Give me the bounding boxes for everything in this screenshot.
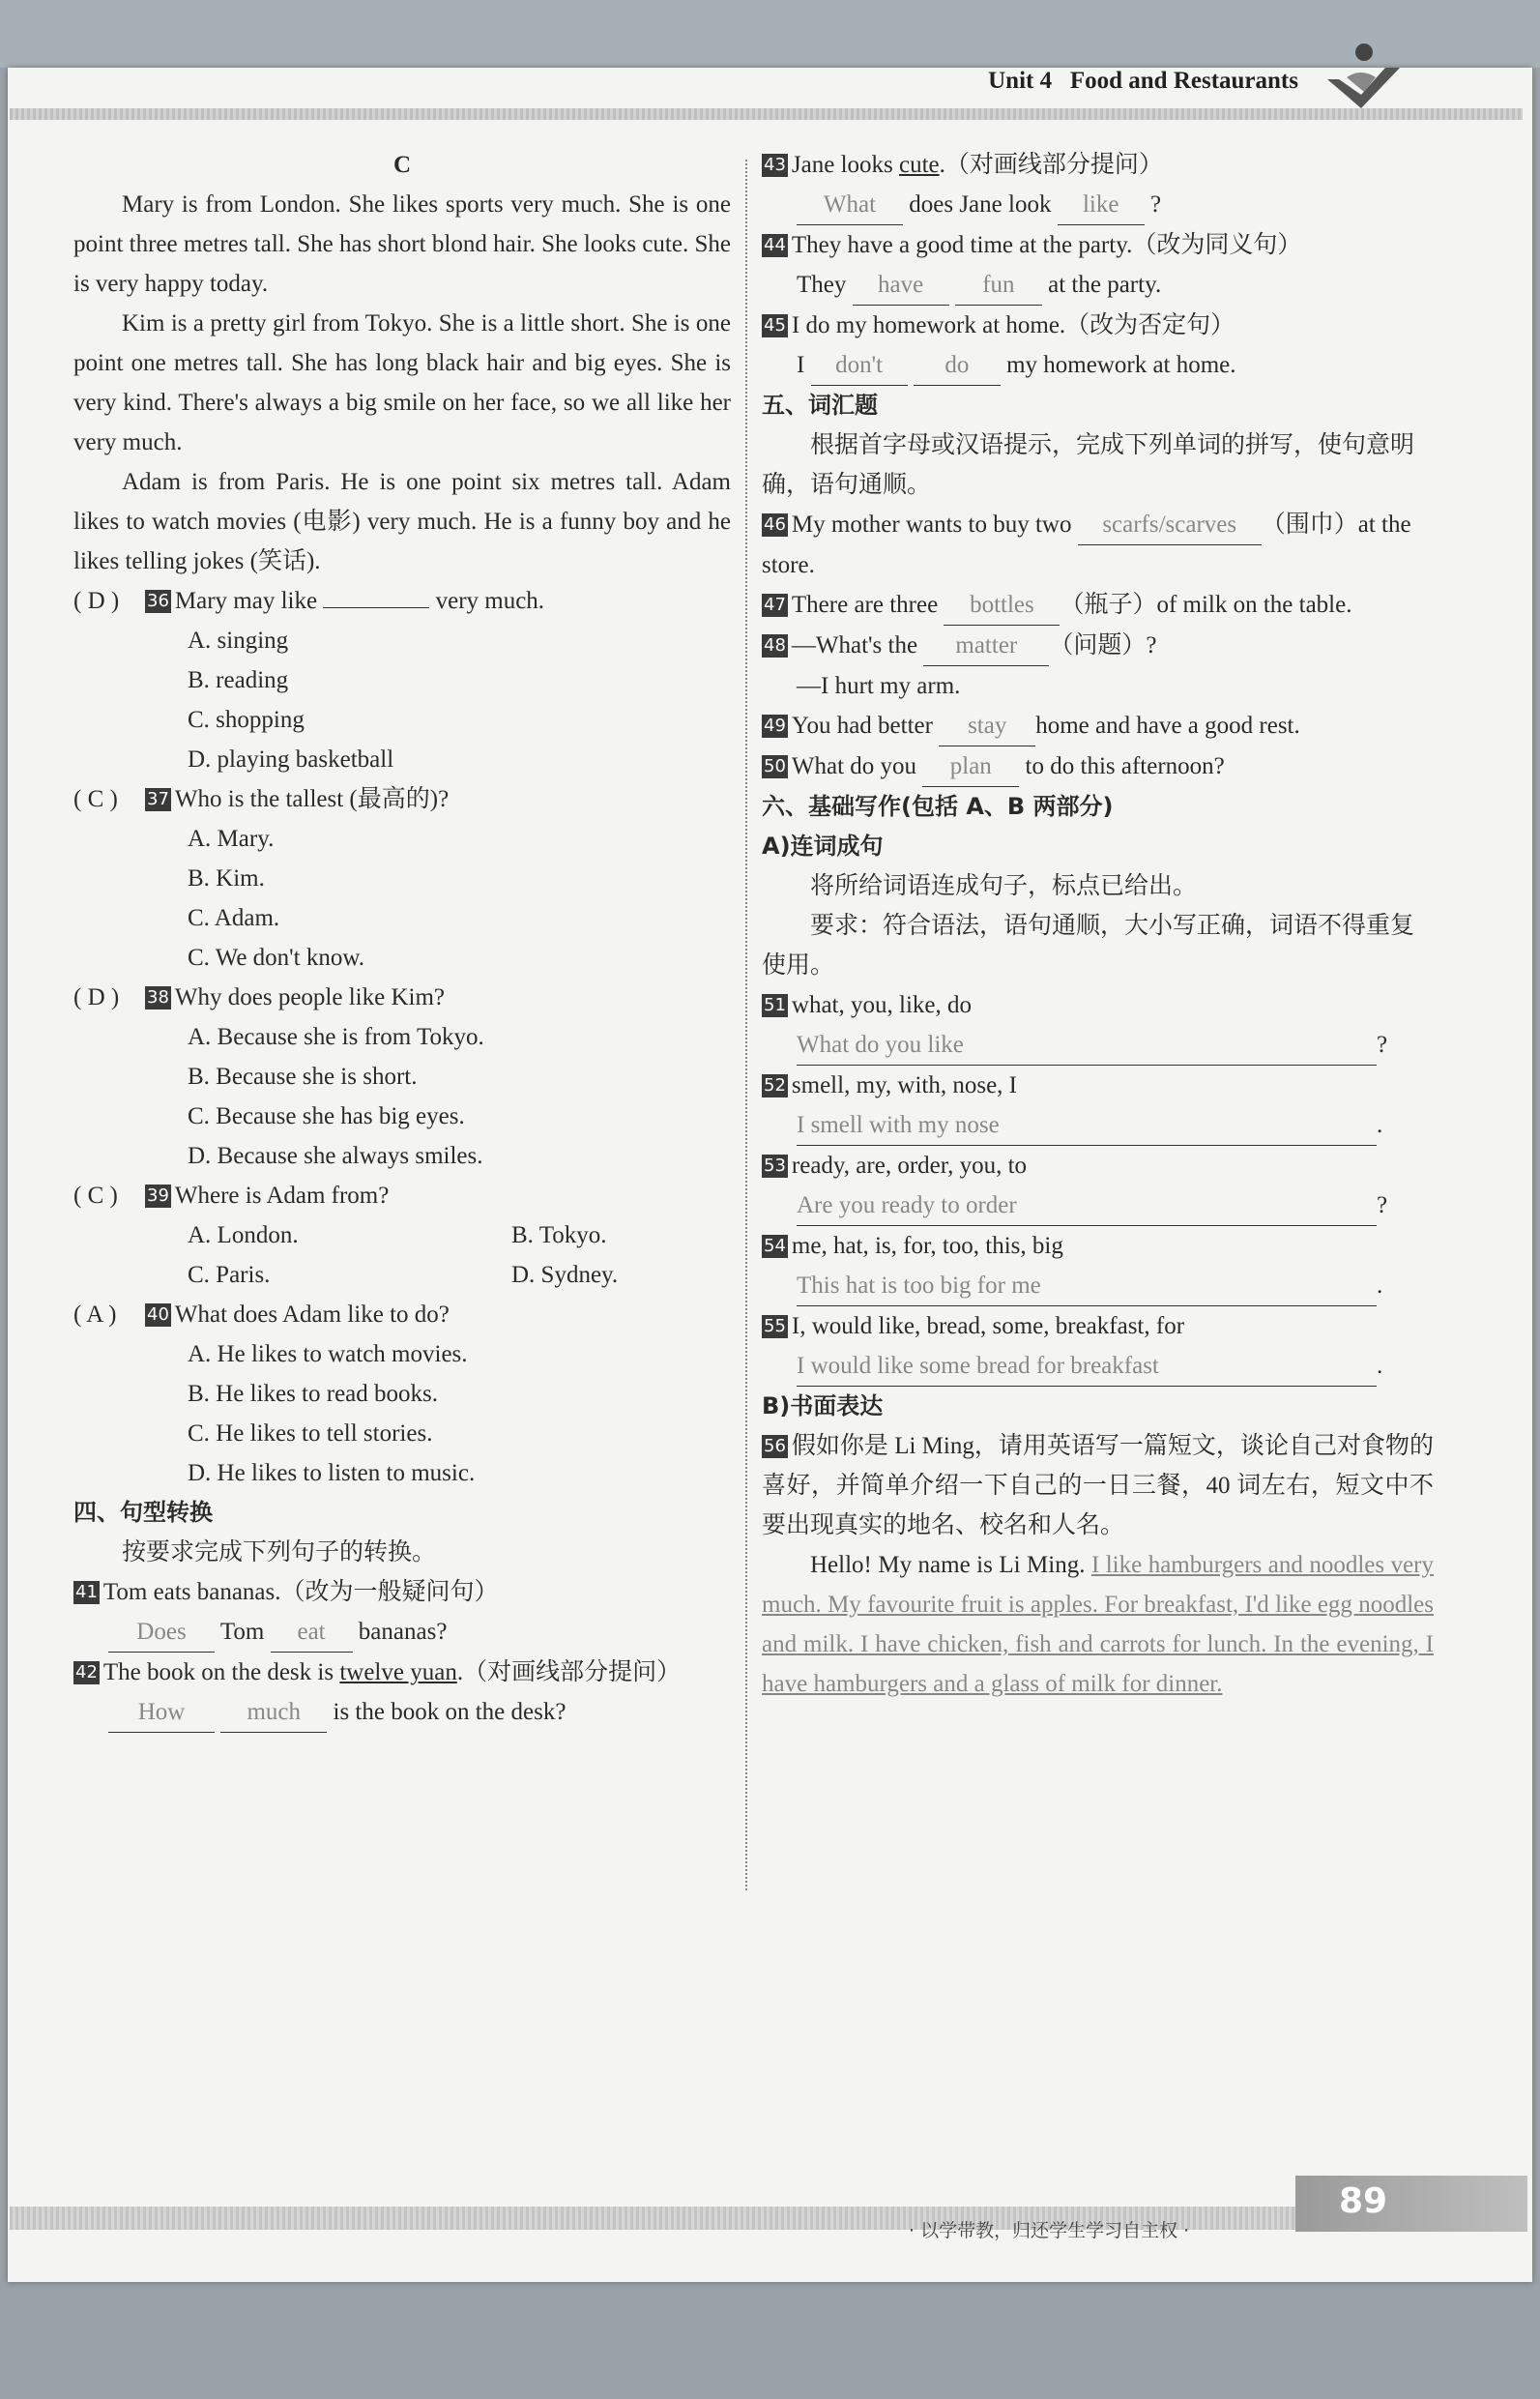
option: C. shopping bbox=[188, 707, 305, 733]
passage-label: C bbox=[392, 152, 412, 178]
question-55: 55 I, would like, bread, some, breakfast, for bbox=[764, 1313, 1185, 1339]
passage-paragraph: Kim is a pretty girl from Tokyo. She is a little short. She is one point one metres tall. She has long black hair and big eyes. She is very kind. There's always a big smile on her face, so we all like her very much. bbox=[73, 310, 731, 455]
reading-logo-icon bbox=[1318, 39, 1405, 116]
question-38: ( D ) 38 Why does people like Kim? bbox=[73, 984, 445, 1010]
option: B. He likes to read books. bbox=[188, 1381, 438, 1407]
section-title: 四、句型转换 bbox=[73, 1499, 213, 1526]
answer-line: How much is the book on the desk? bbox=[108, 1692, 731, 1733]
right-column bbox=[762, 145, 1434, 1704]
answer-line: What does Jane look like ? bbox=[797, 185, 1434, 225]
dialogue-line: —I hurt my arm. bbox=[797, 673, 961, 699]
section-instruction: 将所给词语连成句子，标点已给出。 bbox=[810, 873, 1198, 899]
option: C. Adam. bbox=[188, 905, 280, 931]
essay-answer: I like hamburgers and noodles very much. My favourite fruit is apples. For breakfast, I'd like egg noodles and milk. I have chicken, fish and carrots for lunch. In the evening, I have hamburgers and a glass of milk for dinner. bbox=[762, 1552, 1434, 1697]
subsection-title: B)书面表达 bbox=[762, 1392, 884, 1419]
footer-slogan: · 以学带教，归还学生学习自主权 · bbox=[909, 2220, 1190, 2241]
option: A. singing bbox=[188, 628, 289, 654]
question-41: 41 Tom eats bananas.（改为一般疑问句） bbox=[75, 1579, 499, 1605]
option: D. Sydney. bbox=[511, 1262, 619, 1288]
question-42: 42 The book on the desk is twelve yuan.（对画线部分提问） bbox=[75, 1659, 682, 1685]
option: C. We don't know. bbox=[188, 945, 365, 971]
option: D. Because she always smiles. bbox=[188, 1143, 483, 1169]
option: A. Because she is from Tokyo. bbox=[188, 1024, 484, 1050]
page-number: 89 bbox=[1339, 2181, 1388, 2221]
option: A. London. bbox=[188, 1222, 299, 1248]
column-divider bbox=[745, 160, 747, 1890]
option-row bbox=[188, 1255, 731, 1295]
answer-line: I would like some bread for breakfast . bbox=[762, 1346, 1434, 1387]
section-instruction: 根据首字母或汉语提示，完成下列单词的拼写，使句意明确，语句通顺。 bbox=[762, 432, 1415, 498]
answer-line: I smell with my nose . bbox=[762, 1105, 1434, 1146]
question-37: ( C ) 37 Who is the tallest (最高的)? bbox=[73, 786, 450, 812]
option: A. Mary. bbox=[188, 826, 275, 852]
passage-paragraph: Adam is from Paris. He is one point six metres tall. Adam likes to watch movies (电影) very much. He is a funny boy and he likes telling jokes (笑话). bbox=[73, 469, 731, 574]
answer-line: Does Tom eat bananas? bbox=[108, 1612, 731, 1653]
section-instruction: 要求：符合语法，语句通顺，大小写正确，词语不得重复使用。 bbox=[762, 913, 1415, 979]
answer-line: I don't do my homework at home. bbox=[797, 345, 1434, 386]
question-36: ( D ) 36 Mary may like very much. bbox=[73, 588, 545, 614]
passage-paragraph: Mary is from London. She likes sports very much. She is one point three metres tall. She has short blond hair. She looks cute. She is very happy today. bbox=[73, 191, 731, 297]
question-44: 44 They have a good time at the party.（改为同义句） bbox=[764, 232, 1302, 258]
answer-line: Are you ready to order ? bbox=[762, 1185, 1434, 1226]
essay: Hello! My name is Li Ming. I like hamburgers and noodles very much. My favourite fruit is apples. For breakfast, I'd like egg noodles and milk. I have chicken, fish and carrots for lunch. In the evening, I have hamburgers and a glass of milk for dinner. bbox=[762, 1552, 1434, 1697]
question-47: 47 There are three bottles （瓶子）of milk on the table. bbox=[762, 585, 1434, 626]
question-50: 50 What do you plan to do this afternoon? bbox=[762, 746, 1434, 787]
option: C. Paris. bbox=[188, 1262, 271, 1288]
option: B. Tokyo. bbox=[511, 1222, 607, 1248]
question-46: 46 My mother wants to buy two scarfs/scarves （围巾）at the store. bbox=[762, 505, 1434, 585]
question-54: 54 me, hat, is, for, too, this, big bbox=[764, 1233, 1063, 1259]
question-52: 52 smell, my, with, nose, I bbox=[764, 1072, 1017, 1098]
question-45: 45 I do my homework at home.（改为否定句） bbox=[764, 312, 1235, 338]
question-43: 43 Jane looks cute.（对画线部分提问） bbox=[764, 152, 1163, 178]
option: B. Kim. bbox=[188, 865, 265, 892]
header-rule bbox=[10, 108, 1523, 120]
option: B. Because she is short. bbox=[188, 1064, 418, 1090]
question-40: ( A ) 40 What does Adam like to do? bbox=[73, 1302, 450, 1328]
page-number-tab bbox=[1295, 2176, 1527, 2232]
unit-title: Unit 4 Food and Restaurants bbox=[988, 68, 1298, 94]
answer-line: What do you like ? bbox=[762, 1025, 1434, 1066]
question-51: 51 what, you, like, do bbox=[764, 992, 972, 1018]
option: B. reading bbox=[188, 667, 289, 693]
answer-line: This hat is too big for me . bbox=[762, 1266, 1434, 1306]
section-title: 五、词汇题 bbox=[762, 392, 878, 419]
option: A. He likes to watch movies. bbox=[188, 1341, 468, 1367]
answer-line: They have fun at the party. bbox=[797, 265, 1434, 306]
question-53: 53 ready, are, order, you, to bbox=[764, 1153, 1028, 1179]
left-column bbox=[73, 145, 731, 1733]
option: C. He likes to tell stories. bbox=[188, 1420, 433, 1447]
question-49: 49 You had better stay home and have a good rest. bbox=[762, 706, 1434, 746]
option: C. Because she has big eyes. bbox=[188, 1103, 465, 1129]
section-title: 六、基础写作(包括 A、B 两部分) bbox=[762, 793, 1114, 820]
option-row bbox=[188, 1215, 731, 1255]
option: D. He likes to listen to music. bbox=[188, 1460, 476, 1486]
section-instruction: 按要求完成下列句子的转换。 bbox=[122, 1539, 437, 1565]
question-39: ( C ) 39 Where is Adam from? bbox=[73, 1183, 390, 1209]
question-48: 48 —What's the matter （问题）? bbox=[762, 626, 1434, 666]
question-56: 56 假如你是 Li Ming，请用英语写一篇短文，谈论自己对食物的喜好，并简单介绍一下自己的一日三餐，40 词左右，短文中不要出现真实的地名、校名和人名。 bbox=[762, 1433, 1434, 1538]
subsection-title: A)连词成句 bbox=[762, 833, 884, 860]
option: D. playing basketball bbox=[188, 746, 394, 773]
